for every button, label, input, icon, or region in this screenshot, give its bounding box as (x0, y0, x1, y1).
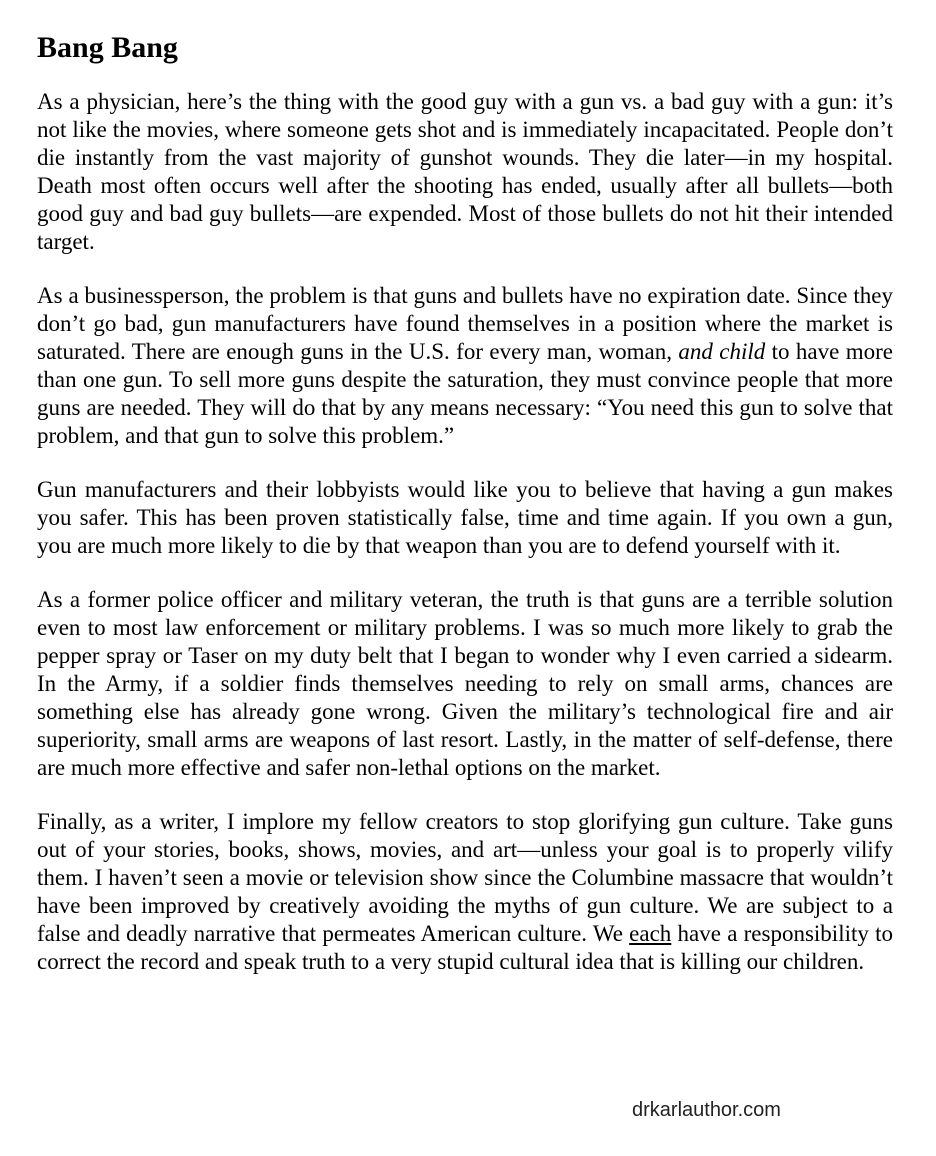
paragraph-text: Finally, as a writer, I implore my fellow creators to stop glorifying gun culture. Take guns out of your stories, books, shows, movies, and art—unless your goal is to properly vilify them. I haven’t seen a movie or television show since the Columbine massacre that wouldn’t have been improved by creatively avoiding the myths of gun culture. We are subject to a false and deadly narrative that permeates American culture. We (37, 809, 893, 946)
paragraph-writer (37, 808, 893, 976)
paragraph-text: to have more than one gun. To sell more guns despite the saturation, they must convince people that more guns are needed. They will do that by any means necessary: “You need this gun to solve that problem, and that gun to solve this problem.” (37, 339, 893, 448)
paragraph-businessperson (37, 282, 893, 450)
document-title: Bang Bang (37, 31, 178, 64)
paragraph-physician: As a physician, here’s the thing with the good guy with a gun vs. a bad guy with a gun: it’s not like the movies, where someone gets shot and is immediately incapacitated. People don’t die instantly from the vast majority of gunshot wounds. They die later—in my hospital. Death most often occurs well after the shooting has ended, usually after all bullets—both good guy and bad guy bullets—are expended. Most of those bullets do not hit their intended target. (37, 89, 893, 254)
paragraph-police-officer: As a former police officer and military veteran, the truth is that guns are a terrible solution even to most law enforcement or military problems. I was so much more likely to grab the pepper spray or Taser on my duty belt that I began to wonder why I even carried a sidearm. In the Army, if a soldier finds themselves needing to rely on small arms, chances are something else has already gone wrong. Given the military’s technological fire and air superiority, small arms are weapons of last resort. Lastly, in the matter of self-defense, there are much more effective and safer non-lethal options on the market. (37, 587, 893, 780)
paragraph-text: As a businessperson, the problem is that guns and bullets have no expiration date. Since they don’t go bad, gun manufacturers have found themselves in a position where the market is saturated. There are enough guns in the U.S. for every man, woman, (37, 283, 893, 364)
paragraph-manufacturers: Gun manufacturers and their lobbyists would like you to believe that having a gun makes you safer. This has been proven statistically false, time and time again. If you own a gun, you are much more likely to die by that weapon than you are to defend yourself with it. (37, 477, 893, 558)
website-footer: drkarlauthor.com (632, 1099, 781, 1121)
paragraph-text: have a responsibility to correct the record and speak truth to a very stupid cultural idea that is killing our children. (37, 921, 893, 974)
underlined-text: each (629, 921, 672, 946)
document-page (37, 28, 893, 976)
emphasized-text: and child (678, 339, 766, 364)
